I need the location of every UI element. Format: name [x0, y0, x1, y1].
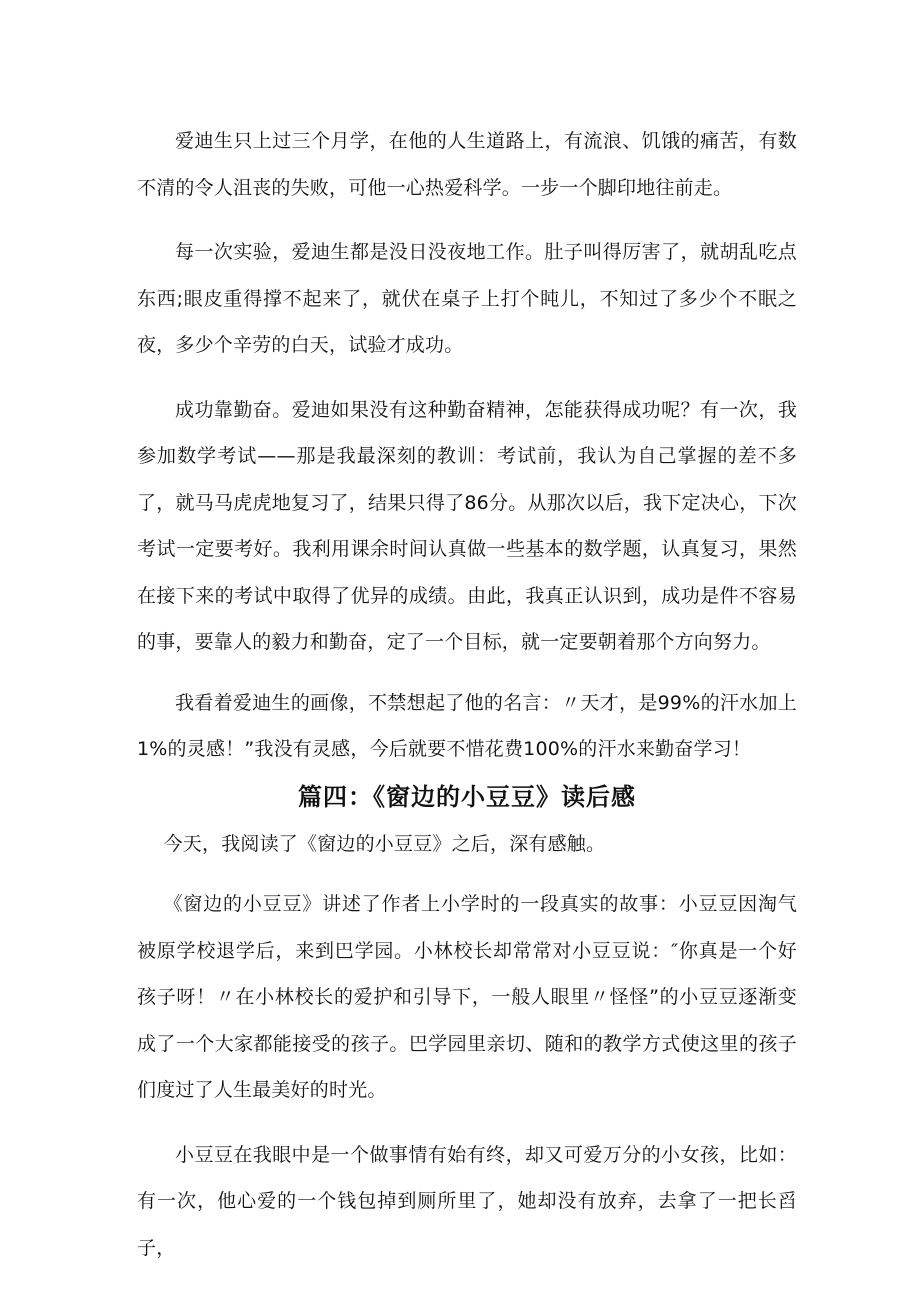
paragraph-edison-experiments: 每一次实验，爱迪生都是没日没夜地工作。肚子叫得厉害了，就胡乱吃点东西;眼皮重得撑不起来了，就伏在桌子上打个盹儿，不知过了多少个不眠之夜，多少个辛劳的白天，试验才成功。: [137, 241, 797, 356]
paragraph-today-reading: 今天，我阅读了《窗边的小豆豆》之后，深有感触。: [163, 832, 606, 855]
paragraph-edison-school: 爱迪生只上过三个月学，在他的人生道路上，有流浪、饥饿的痛苦，有数不清的令人沮丧的失败，可他一心热爱科学。一步一个脚印地往前走。: [137, 130, 797, 199]
section-heading: 篇四：《窗边的小豆豆》读后感: [298, 781, 636, 811]
document-body: [137, 118, 797, 1271]
paragraph-book-summary: 《窗边的小豆豆》讲述了作者上小学时的一段真实的故事：小豆豆因淘气被原学校退学后，来到巴学园。小林校长却常常对小豆豆说：″你真是一个好孩子呀！〃在小林校长的爱护和引导下，一般人眼里〃怪怪”的小豆豆逐渐变成了一个大家都能接受的孩子。巴学园里亲切、随和的教学方式使这里的孩子们度过了人生最美好的时光。: [137, 893, 797, 1101]
paragraph-xiaodoudou: 小豆豆在我眼中是一个做事情有始有终，却又可爱万分的小女孩，比如：有一次，他心爱的一个钱包掉到厕所里了，她却没有放弃，去拿了一把长舀子，: [137, 1143, 797, 1259]
paragraph-diligence: 成功靠勤奋。爱迪如果没有这种勤奋精神，怎能获得成功呢？有一次，我参加数学考试——那是我最深刻的教训：考试前，我认为自己掌握的差不多了，就马马虎虎地复习了，结果只得了86分。从那次以后，我下定决心，下次考试一定要考好。我利用课余时间认真做一些基本的数学题，认真复习，果然在接下来的考试中取得了优异的成绩。由此，我真正认识到，成功是件不容易的事，要靠人的毅力和勤奋，定了一个目标，就一定要朝着那个方向努力。: [137, 398, 797, 653]
paragraph-edison-quote: 我看着爱迪生的画像，不禁想起了他的名言：〃天才，是99%的汗水加上1%的灵感！”我没有灵感，今后就要不惜花费100%的汗水来勤奋学习！: [137, 691, 797, 760]
